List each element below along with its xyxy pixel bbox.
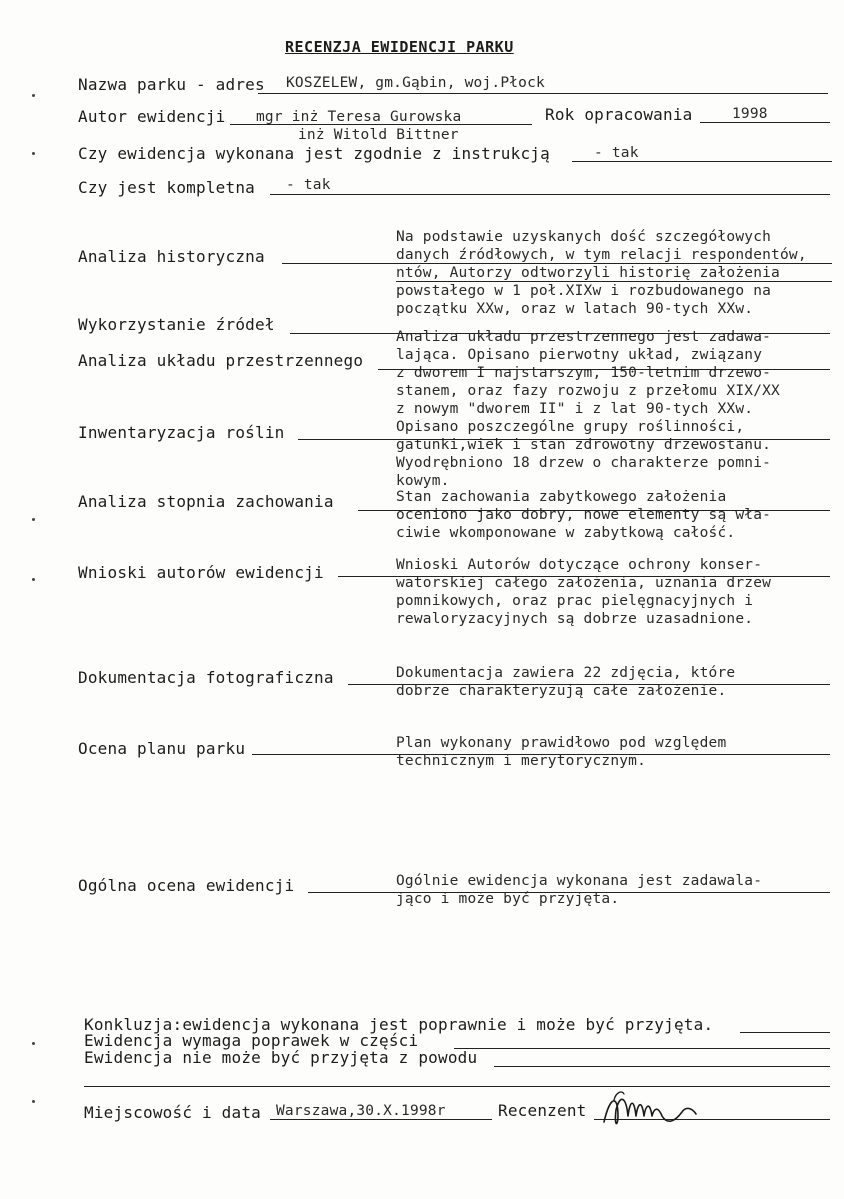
- conclusions-line: pomnikowych, oraz prac pielęgnacyjnych i: [396, 593, 754, 609]
- plan-line: Plan wykonany prawidłowo pod względem: [396, 735, 727, 751]
- plan-label: Ocena planu parku: [78, 739, 246, 758]
- historical-label: Analiza historyczna: [78, 247, 265, 266]
- punch-mark: [32, 1042, 35, 1045]
- overall-label: Ogólna ocena ewidencji: [78, 876, 295, 895]
- plants-line: kowym.: [396, 473, 450, 489]
- instruction-label: Czy ewidencja wykonana jest zgodnie z instrukcją: [78, 144, 550, 163]
- park-name-rule: [258, 93, 828, 94]
- preservation-label: Analiza stopnia zachowania: [78, 492, 334, 511]
- place-date-value: Warszawa,30.X.1998r: [276, 1103, 446, 1119]
- punch-mark: [32, 518, 35, 521]
- park-name-value: KOSZELEW, gm.Gąbin, woj.Płock: [286, 75, 545, 91]
- historical-line: ntów, Autorzy odtworzyli historię założenia: [396, 265, 780, 281]
- historical-line: Na podstawie uzyskanych dość szczegółowych: [396, 229, 772, 245]
- conclusions-rule: [338, 576, 830, 577]
- preservation-rule: [358, 510, 830, 511]
- plants-rule: [298, 439, 830, 440]
- preservation-line: Stan zachowania zabytkowego założenia: [396, 489, 727, 505]
- spatial-line: stanem, oraz fazy rozwoju z przełomu XIX/XX: [396, 383, 780, 399]
- spatial-rule: [378, 369, 830, 370]
- conclusion-line-accepted: Konkluzja:ewidencja wykonana jest poprawnie i może być przyjęta.: [84, 1015, 714, 1034]
- plants-label: Inwentaryzacja roślin: [78, 423, 285, 442]
- conclusions-line: rewaloryzacyjnych są dobrze uzasadnione.: [396, 611, 754, 627]
- conclusions-line: Wnioski Autorów dotyczące ochrony konser-: [396, 557, 763, 573]
- complete-value: - tak: [286, 177, 331, 193]
- spatial-line: z nowym "dworem II" i z lat 90-tych XXw.: [396, 401, 754, 417]
- conclusion-rule: [740, 1032, 830, 1033]
- overall-rule: [308, 892, 830, 893]
- year-value: 1998: [732, 106, 768, 122]
- plan-line: technicznym i merytorycznym.: [396, 753, 647, 769]
- year-rule: [700, 122, 830, 123]
- park-name-label: Nazwa parku - adres: [78, 75, 265, 94]
- author-rule: [230, 124, 532, 125]
- plan-rule: [252, 754, 830, 755]
- document-title: RECENZJA EWIDENCJI PARKU: [285, 38, 514, 56]
- conclusion-rule: [84, 1086, 830, 1087]
- overall-line: Ogólnie ewidencja wykonana jest zadawala-: [396, 873, 763, 889]
- conclusions-label: Wnioski autorów ewidencji: [78, 563, 324, 582]
- preservation-line: ciwie wkomponowane w zabytkową całość.: [396, 525, 736, 541]
- historical-line: powstałego w 1 poł.XIXw i rozbudowanego na: [396, 283, 772, 299]
- historical-rule: [282, 263, 832, 264]
- conclusion-line-corrections: Ewidencja wymaga poprawek w części: [84, 1031, 419, 1050]
- historical-rule: [396, 281, 832, 282]
- spatial-line: z dworem I najstarszym, 150-letnim drzewo-: [396, 365, 772, 381]
- instruction-rule: [572, 161, 832, 162]
- plants-line: Wyodrębniono 18 drzew o charakterze pomni-: [396, 455, 772, 471]
- spatial-label: Analiza układu przestrzennego: [78, 351, 364, 370]
- photos-line: dobrze charakteryzują całe założenie.: [396, 683, 727, 699]
- photos-label: Dokumentacja fotograficzna: [78, 668, 334, 687]
- author-value-line2: inż Witold Bittner: [298, 127, 459, 143]
- punch-mark: [32, 94, 35, 97]
- author-value-line1: mgr inż Teresa Gurowska: [256, 109, 462, 125]
- punch-mark: [32, 578, 35, 581]
- instruction-value: - tak: [594, 145, 639, 161]
- place-date-rule: [270, 1119, 492, 1120]
- place-date-label: Miejscowość i data: [84, 1103, 261, 1122]
- conclusion-rule: [494, 1066, 830, 1067]
- author-label: Autor ewidencji: [78, 107, 226, 126]
- plants-line: gatunki,wiek i stan zdrowotny drzewostanu.: [396, 437, 772, 453]
- complete-label: Czy jest kompletna: [78, 178, 255, 197]
- conclusion-line-rejected: Ewidencja nie może być przyjęta z powodu: [84, 1048, 478, 1067]
- historical-line: danych źródłowych, w tym relacji respondentów,: [396, 247, 807, 263]
- photos-rule: [348, 684, 830, 685]
- photos-line: Dokumentacja zawiera 22 zdjęcia, które: [396, 665, 736, 681]
- punch-mark: [32, 152, 35, 155]
- sources-label: Wykorzystanie źródeł: [78, 315, 275, 334]
- preservation-line: oceniono jako dobry, nowe elementy są wła-: [396, 507, 772, 523]
- spatial-line: Analiza układu przestrzennego jest zadawa-: [396, 329, 772, 345]
- conclusion-rule: [454, 1048, 830, 1049]
- reviewer-label: Recenzent: [498, 1101, 587, 1120]
- overall-line: jąco i może być przyjęta.: [396, 891, 620, 907]
- year-label: Rok opracowania: [545, 105, 693, 124]
- punch-mark: [32, 1100, 35, 1103]
- reviewer-signature: [596, 1086, 706, 1136]
- complete-rule: [270, 194, 830, 195]
- plants-line: Opisano poszczególne grupy roślinności,: [396, 419, 745, 435]
- spatial-line: lająca. Opisano pierwotny układ, związany: [396, 347, 763, 363]
- conclusions-line: watorskiej całego założenia, uznania drzew: [396, 575, 772, 591]
- historical-line: początku XXw, oraz w latach 90-tych XXw.: [396, 301, 754, 317]
